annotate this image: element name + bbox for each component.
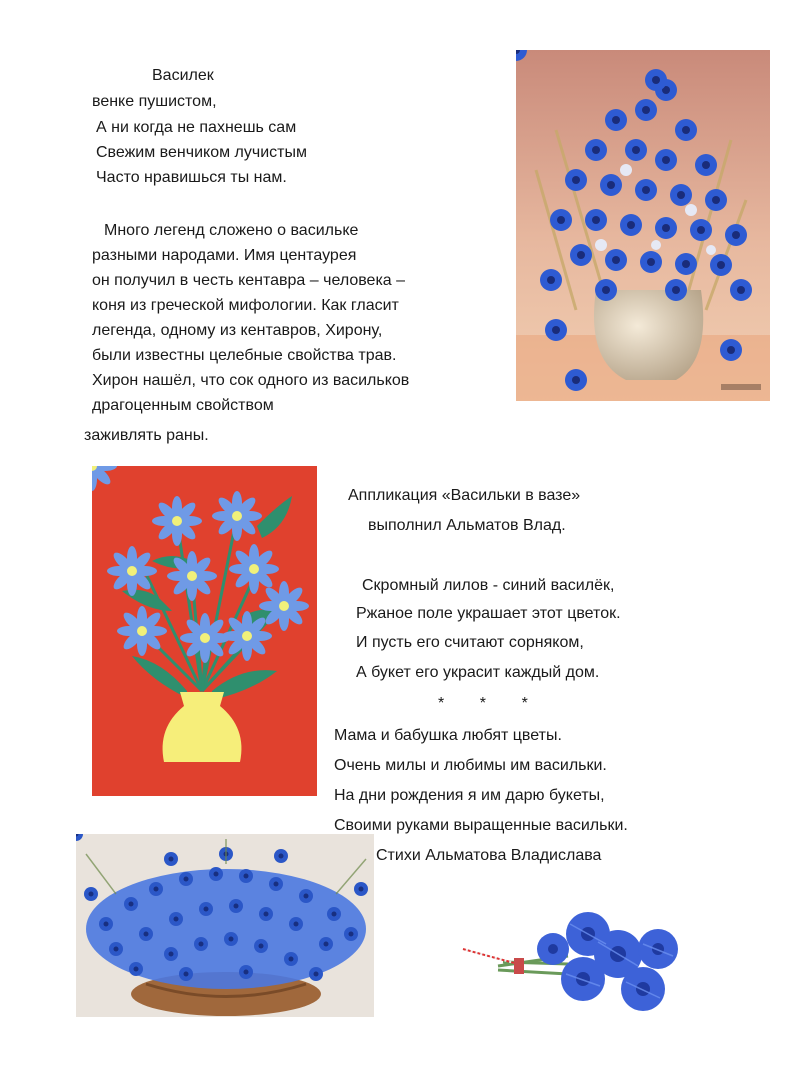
- verse-line: И пусть его считают сорняком,: [356, 634, 584, 651]
- poem-line: А ни когда не пахнешь сам: [96, 119, 297, 136]
- legend-line: Хирон нашёл, что сок одного из васильков: [92, 372, 410, 389]
- poem-line: Свежим венчиком лучистым: [96, 144, 307, 161]
- legend-line: коня из греческой мифологии. Как гласит: [92, 297, 399, 314]
- applique-image: [92, 466, 317, 796]
- legend-line: он получил в честь кентавра – человека –: [92, 272, 406, 289]
- separator: * * *: [438, 695, 528, 712]
- verse-line: Своими руками выращенные васильки.: [334, 817, 628, 834]
- verse-line: А букет его украсит каждый дом.: [356, 664, 600, 681]
- legend-line: драгоценным свойством: [92, 397, 274, 414]
- applique-caption-author: выполнил Альматов Влад.: [368, 517, 566, 534]
- cornflower-painting-image: [516, 50, 770, 401]
- verse-line: Ржаное поле украшает этот цветок.: [356, 605, 621, 622]
- cornflower-basket-image: [76, 834, 374, 1017]
- verse-line: Мама и бабушка любят цветы.: [334, 727, 562, 744]
- poem-line: Часто нравишься ты нам.: [96, 169, 287, 186]
- applique-caption-title: Аппликация «Васильки в вазе»: [348, 487, 581, 504]
- signature: Стихи Альматова Владислава: [376, 847, 602, 864]
- verse-line: На дни рождения я им дарю букеты,: [334, 787, 605, 804]
- poem-line: венке пушистом,: [92, 93, 217, 110]
- verse-line: Очень милы и любимы им васильки.: [334, 757, 607, 774]
- poem-title: Василек: [152, 67, 214, 84]
- cornflower-bouquet-image: [458, 894, 700, 1034]
- legend-line: были известны целебные свойства трав.: [92, 347, 397, 364]
- legend-line: Много легенд сложено о васильке: [104, 222, 359, 239]
- legend-line: заживлять раны.: [84, 427, 209, 444]
- verse-line: Скромный лилов - синий василёк,: [362, 577, 615, 594]
- legend-line: легенда, одному из кентавров, Хирону,: [92, 322, 383, 339]
- legend-line: разными народами. Имя центаурея: [92, 247, 357, 264]
